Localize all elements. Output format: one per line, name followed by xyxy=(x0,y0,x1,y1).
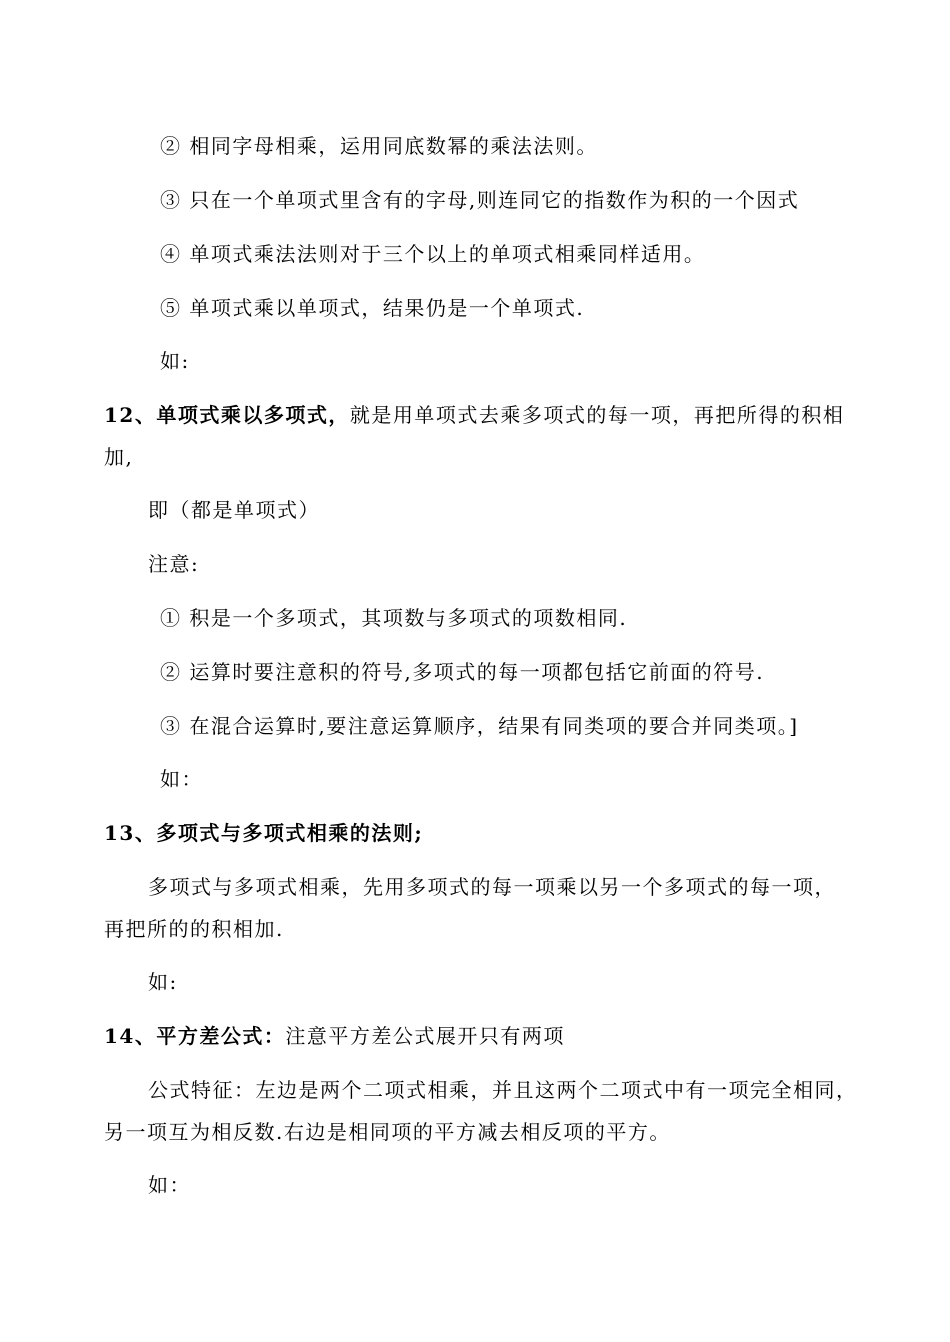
rule-item-5: ⑤ 单项式乘以单项式，结果仍是一个单项式. xyxy=(160,296,585,320)
note-item-1: ① 积是一个多项式，其项数与多项式的项数相同. xyxy=(160,606,628,630)
section-body-continuation: 加, xyxy=(104,445,134,469)
section-title-rest: 注意平方差公式展开只有两项 xyxy=(285,1024,565,1048)
section-number: 13、 xyxy=(104,821,157,845)
section-body: 就是用单项式去乘多项式的每一项，再把所得的积相 xyxy=(349,403,845,427)
example-label: 如： xyxy=(148,1173,191,1197)
section-title: 平方差公式： xyxy=(156,1024,286,1048)
section-number: 12、 xyxy=(104,403,157,427)
section-body: 公式特征：左边是两个二项式相乘，并且这两个二项式中有一项完全相同， xyxy=(148,1078,858,1102)
section-title: 单项式乘以多项式， xyxy=(156,403,350,427)
rule-item-4: ④ 单项式乘法法则对于三个以上的单项式相乘同样适用。 xyxy=(160,242,706,266)
example-label: 如: xyxy=(148,970,178,994)
note-label: 注意: xyxy=(148,552,200,576)
section-body-continuation: 再把所的的积相加. xyxy=(104,917,284,941)
rule-item-3: ③ 只在一个单项式里含有的字母,则连同它的指数作为积的一个因式 xyxy=(160,188,800,212)
rule-item-2: ② 相同字母相乘，运用同底数幂的乘法法则。 xyxy=(160,134,598,158)
section-12-heading xyxy=(104,401,844,429)
example-label: 如： xyxy=(160,767,203,791)
section-13-heading xyxy=(104,819,423,847)
section-title: 多项式与多项式相乘的法则; xyxy=(156,821,424,845)
section-number: 14、 xyxy=(104,1024,157,1048)
note-item-2: ② 运算时要注意积的符号,多项式的每一项都包括它前面的符号. xyxy=(160,660,765,684)
section-body: 多项式与多项式相乘，先用多项式的每一项乘以另一个多项式的每一项， xyxy=(148,875,836,899)
section-body-continuation: 另一项互为相反数.右边是相同项的平方减去相反项的平方。 xyxy=(104,1120,671,1144)
section-note: 即（都是单项式） xyxy=(148,498,320,522)
section-14-heading xyxy=(104,1022,565,1050)
example-label: 如: xyxy=(160,349,190,373)
note-item-3: ③ 在混合运算时,要注意运算顺序，结果有同类项的要合并同类项。] xyxy=(160,714,799,738)
